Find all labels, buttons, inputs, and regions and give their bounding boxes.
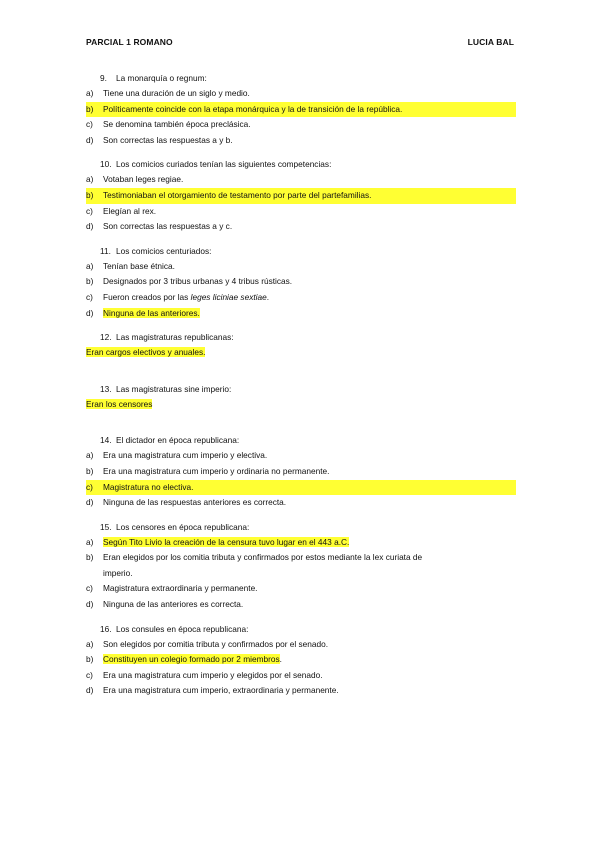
- option-11c: c) Fueron creados por las leges liciniae sextiae.: [86, 291, 270, 302]
- option-9a: a) Tiene una duración de un siglo y medio.: [86, 88, 250, 98]
- option-14d: d) Ninguna de las respuestas anteriores es correcta.: [86, 497, 287, 508]
- option-14b: b) Era una magistratura cum imperio y ordinaria no permanente.: [86, 465, 330, 476]
- option-9b-highlighted: b) Políticamente coincide con la etapa monárquica y la de transición de la república.: [86, 102, 516, 118]
- option-11a: a) Tenían base étnica.: [86, 260, 175, 271]
- option-15b: b) Eran elegidos por los comitia tributa y confirmados por estos mediante la lex curiata de: [86, 552, 423, 563]
- option-10a: a) Votaban leges regiae.: [86, 174, 184, 185]
- option-11b: b) Designados por 3 tribus urbanas y 4 tribus rústicas.: [86, 276, 293, 287]
- question-13: 13. Las magistraturas sine imperio:: [100, 383, 232, 394]
- option-15a: a) Según Tito Livio la creación de la censura tuvo lugar en el 443 a.C.: [86, 536, 350, 547]
- option-15c: c) Magistratura extraordinaria y permanente.: [86, 583, 258, 594]
- question-11: 11. Los comicios centuriados:: [100, 245, 212, 256]
- option-10d: d) Son correctas las respuestas a y c.: [86, 221, 233, 232]
- option-14a: a) Era una magistratura cum imperio y electiva.: [86, 450, 268, 461]
- question-9: 9. La monarquía o regnum:: [100, 73, 207, 83]
- option-16d: d) Era una magistratura cum imperio, extraordinaria y permanente.: [86, 685, 339, 696]
- option-16a: a) Son elegidos por comitia tributa y confirmados por el senado.: [86, 638, 329, 649]
- question-10: 10. Los comicios curiados tenían las siguientes competencias:: [100, 159, 332, 170]
- question-16: 16. Los consules en época republicana:: [100, 623, 249, 634]
- option-16b: b) Constituyen un colegio formado por 2 miembros.: [86, 654, 282, 665]
- question-12: 12. Las magistraturas republicanas:: [100, 332, 234, 343]
- option-9c: c) Se denomina también época preclásica.: [86, 119, 251, 130]
- header-author: LUCIA BAL: [467, 37, 514, 47]
- option-11d: d) Ninguna de las anteriores.: [86, 307, 200, 318]
- option-16c: c) Era una magistratura cum imperio y elegidos por el senado.: [86, 669, 323, 680]
- option-9d: d) Son correctas las respuestas a y b.: [86, 134, 233, 145]
- option-10c: c) Elegían al rex.: [86, 205, 157, 216]
- highlighted-answer: Ninguna de las anteriores.: [103, 307, 200, 318]
- option-15d: d) Ninguna de las anteriores es correcta.: [86, 599, 244, 610]
- answer-13: Eran los censores: [86, 398, 153, 409]
- option-10b-highlighted: b) Testimoniaban el otorgamiento de testamento por parte del partefamilias.: [86, 188, 516, 204]
- question-14: 14. El dictador en época republicana:: [100, 435, 240, 446]
- option-14c-highlighted: c) Magistratura no electiva.: [86, 480, 516, 496]
- header-title: PARCIAL 1 ROMANO: [86, 37, 173, 47]
- question-15: 15. Los censores en época republicana:: [100, 521, 250, 532]
- answer-12: Eran cargos electivos y anuales.: [86, 347, 206, 358]
- exam-content: [86, 70, 516, 699]
- option-15b-cont: imperio.: [103, 567, 133, 578]
